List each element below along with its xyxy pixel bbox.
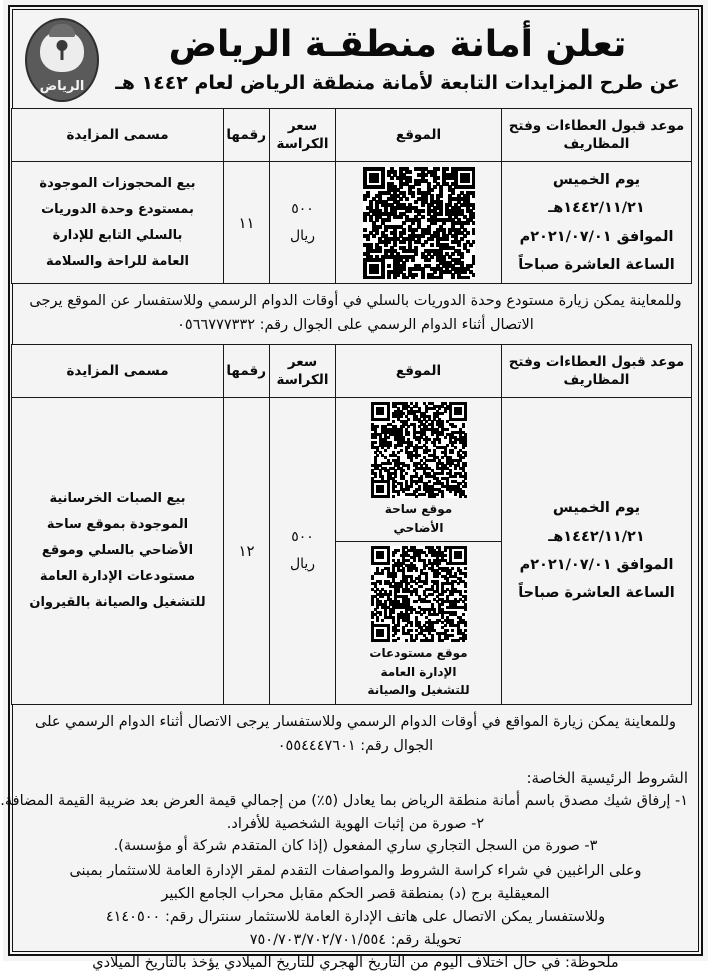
cell-date [502, 162, 692, 284]
cell-location [336, 162, 502, 284]
condition-item-3: ٣- صورة من السجل التجاري ساري المفعول (إذا كان المتقدم شركة أو مؤسسة). [113, 838, 598, 855]
qr-code-block[interactable] [339, 167, 498, 279]
qr-caption-line-1: موقع ساحة [384, 501, 453, 516]
emblem-label: الرياض [39, 79, 85, 94]
inner-border [0, 9, 699, 972]
column-header-location: الموقع [336, 109, 502, 162]
price-header-line-2: الكراسة [276, 371, 329, 388]
condition-item-1: ١- إرفاق شيك مصدق باسم أمانة منطقة الرياض بما يعادل (٥٪) من إجمالي قيمة العرض بعد ضريبة القيمة المضافة. [0, 793, 688, 810]
qr-caption-line-3: للتشغيل والصيانة [367, 683, 470, 698]
date-line-3: الساعة العاشرة صباحاً [518, 256, 675, 273]
emblem-container [23, 18, 101, 102]
inspection-note-2 [19, 705, 692, 765]
price-header-line-2: الكراسة [276, 136, 329, 152]
qr-caption [367, 644, 469, 700]
column-header-date [502, 344, 692, 397]
cell-number: ١١ [224, 162, 270, 284]
column-header-price [270, 109, 336, 162]
qr-divider [336, 541, 501, 542]
name-line-4: العامة للراحة والسلامة [46, 253, 189, 269]
document-header [19, 14, 692, 108]
footer-note-hijri: ملحوظة: في حال اختلاف اليوم من التاريخ الهجري للتاريخ الميلادي يؤخذ بالتاريخ الميلادي [92, 955, 619, 972]
cell-price [270, 162, 336, 284]
name-line-1: بيع الصبات الخرسانية [49, 490, 186, 506]
name-line-3: بالسلي التابع للإدارة [52, 227, 183, 243]
date-header-line-2: المظاريف [563, 371, 630, 388]
name-line-2: الموجودة بموقع ساحة [46, 516, 189, 532]
date-header-line-1: موعد قبول العطاءات وفتح [508, 353, 685, 370]
note-1-line-2: الاتصال أثناء الدوام الرسمي على الجوال رقم: ٠٥٦٦٧٧٧٣٣٢ [177, 316, 534, 333]
cell-auction-name [12, 397, 224, 704]
page-subtitle: عن طرح المزايدات التابعة لأمانة منطقة الرياض لعام ١٤٤٢ هـ [115, 71, 680, 94]
column-header-price [270, 344, 336, 397]
qr-code-block-warehouses[interactable] [339, 546, 498, 700]
outer-border [0, 5, 703, 972]
column-header-location: الموقع [336, 344, 502, 397]
conditions-section [0, 765, 692, 858]
qr-caption-line-2: الأضاحي [393, 520, 444, 535]
note-2-line-1: وللمعاينة يمكن زيارة المواقع في أوقات الدوام الرسمي وللاستفسار يرجى الاتصال أثناء الدوام الرسمي على [34, 713, 676, 730]
qr-code-icon[interactable] [371, 402, 467, 498]
table-header-row [12, 109, 692, 162]
footer-line-3: وللاستفسار يمكن الاتصال على هاتف الإدارة العامة للاستثمار سنترال رقم: ٤١٤٠٥٠٠ [105, 909, 606, 925]
price-header-line-1: سعر [287, 353, 318, 370]
date-header-line-1: موعد قبول العطاءات وفتح [508, 117, 685, 134]
price-currency: ريال [289, 555, 316, 572]
column-header-name: مسمى المزايدة [12, 344, 224, 397]
date-line-1: يوم الخميس ١٤٤٢/١١/٢١هـ [548, 172, 645, 217]
name-line-4: مستودعات الإدارة العامة [39, 568, 196, 584]
riyadh-municipality-emblem-icon [25, 18, 99, 102]
qr-caption [385, 500, 452, 537]
auction-table-1 [11, 108, 692, 284]
qr-caption-line-1: موقع مستودعات [369, 646, 468, 661]
cell-date [502, 397, 692, 704]
cell-number: ١٢ [224, 397, 270, 704]
name-line-1: بيع المحجوزات الموجودة [39, 175, 196, 191]
date-line-3: الساعة العاشرة صباحاً [518, 585, 675, 602]
name-line-2: بمستودع وحدة الدوريات [41, 201, 194, 217]
name-line-5: للتشغيل والصيانة بالقيروان [29, 594, 206, 610]
price-currency: ريال [289, 227, 316, 244]
conditions-title: الشروط الرئيسية الخاصة: [526, 768, 688, 787]
price-amount: ٥٠٠ [291, 200, 314, 217]
cell-price [270, 397, 336, 704]
table-row [12, 397, 692, 704]
auction-table-2 [11, 344, 692, 705]
qr-code-icon[interactable] [371, 546, 467, 642]
column-header-date [502, 109, 692, 162]
date-line-2: الموافق ٢٠٢١/٠٧/٠١م [519, 228, 674, 245]
date-line-2: الموافق ٢٠٢١/٠٧/٠١م [519, 556, 674, 573]
date-line-1: يوم الخميس ١٤٤٢/١١/٢١هـ [548, 500, 645, 545]
cell-auction-name [12, 162, 224, 284]
qr-code-block-ashi[interactable] [339, 402, 498, 537]
footer-section [19, 858, 692, 976]
page-title: تعلن أمانة منطقـة الرياض [168, 24, 627, 66]
table-header-row [12, 344, 692, 397]
qr-caption-line-2: الإدارة العامة [380, 664, 457, 679]
footer-line-2: المعيقلية برج (د) بمنطقة قصر الحكم مقابل محراب الجامع الكبير [161, 885, 550, 902]
note-2-line-2: الجوال رقم: ٠٥٥٤٤٤٧٦٠١ [277, 737, 434, 754]
price-amount: ٥٠٠ [291, 529, 314, 546]
date-header-line-2: المظاريف [563, 136, 630, 152]
cell-location [336, 397, 502, 704]
emblem-sword-icon [61, 44, 64, 60]
note-1-line-1: وللمعاينة يمكن زيارة مستودع وحدة الدوريات بالسلي في أوقات الدوام الرسمي وللاستفسار عن الموقع يرجى [29, 293, 682, 310]
emblem-headdress-shape [49, 24, 75, 37]
footer-line-1: وعلى الراغبين في شراء كراسة الشروط والمواصفات التقدم لمقر الإدارة العامة للاستثمار بمبنى [69, 862, 642, 879]
title-block [101, 25, 688, 94]
inspection-note-1 [19, 284, 692, 344]
column-header-number: رقمها [224, 109, 270, 162]
price-header-line-1: سعر [287, 117, 318, 134]
footer-line-4: تحويلة رقم: ٧٥٠/٧٠٣/٧٠٢/٧٠١/٥٥٤ [249, 932, 462, 949]
name-line-3: الأضاحي بالسلي وموقع [41, 542, 194, 558]
condition-item-2: ٢- صورة من إثبات الهوية الشخصية للأفراد. [226, 815, 485, 832]
column-header-name: مسمى المزايدة [12, 109, 224, 162]
column-header-number: رقمها [224, 344, 270, 397]
qr-code-icon[interactable] [363, 167, 475, 279]
table-row [12, 162, 692, 284]
